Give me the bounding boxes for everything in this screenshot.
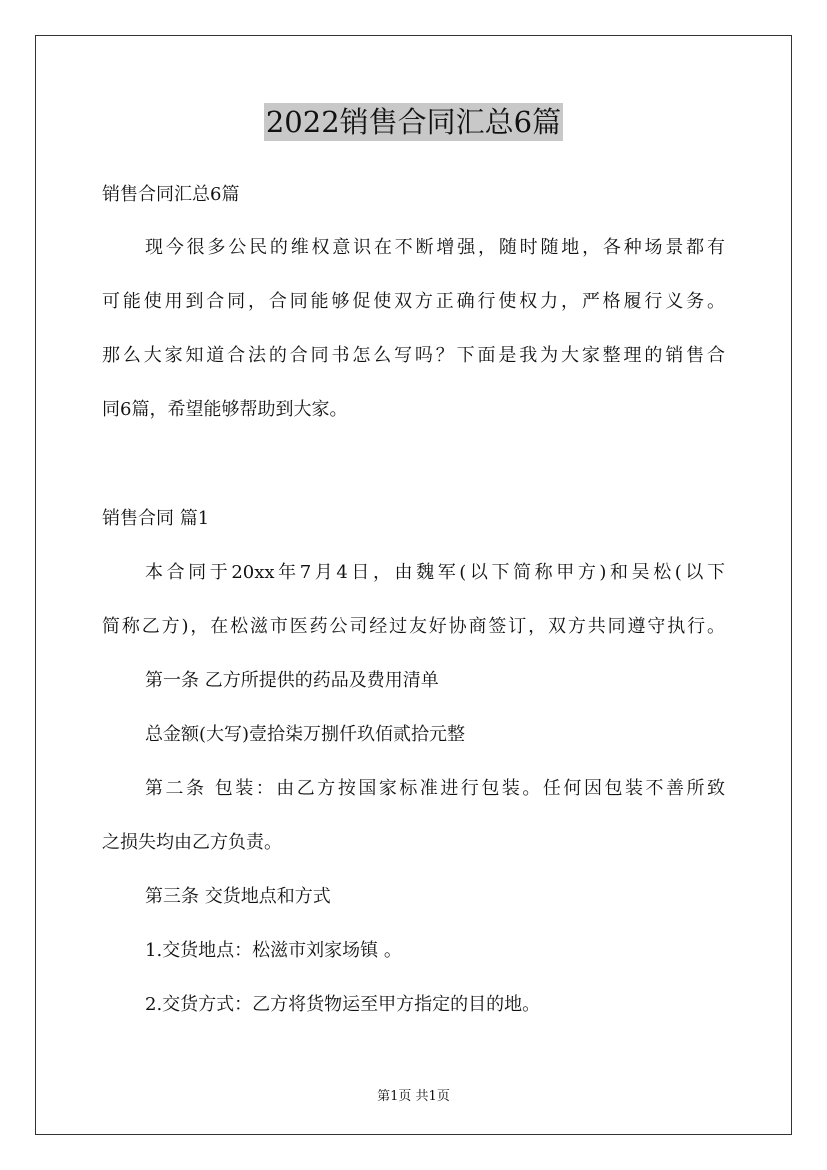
- paragraph-line: 现今很多公民的维权意识在不断增强，随时随地，各种场景都有: [145, 237, 725, 258]
- section-heading: 销售合同 篇1: [102, 508, 210, 529]
- page-footer: 第1页 共1页: [377, 1089, 450, 1104]
- list-item: 1.交货地点：松滋市刘家场镇 。: [145, 940, 402, 961]
- paragraph-line: 本合同于20xx年7月4日，由魏军(以下简称甲方)和吴松(以下: [145, 562, 725, 583]
- clause-heading: 第三条 交货地点和方式: [145, 886, 331, 907]
- paragraph-line: 总金额(大写)壹拾柒万捌仟玖佰贰拾元整: [145, 724, 466, 745]
- paragraph-line: 第二条 包装：由乙方按国家标准进行包装。任何因包装不善所致: [145, 778, 725, 799]
- clause-heading: 第一条 乙方所提供的药品及费用清单: [145, 670, 439, 691]
- paragraph-line: 简称乙方)，在松滋市医药公司经过友好协商签订，双方共同遵守执行。: [102, 616, 725, 637]
- paragraph-line: 可能使用到合同，合同能够促使双方正确行使权力，严格履行义务。: [102, 291, 725, 312]
- document-title: [0, 100, 827, 144]
- paragraph-line: 同6篇，希望能够帮助到大家。: [102, 399, 348, 420]
- paragraph-line: 那么大家知道合法的合同书怎么写吗？下面是我为大家整理的销售合: [102, 345, 725, 366]
- subtitle: 销售合同汇总6篇: [102, 184, 240, 205]
- list-item: 2.交货方式：乙方将货物运至甲方指定的目的地。: [145, 994, 541, 1015]
- paragraph-line: 之损失均由乙方负责。: [102, 832, 282, 853]
- title-text: 2022销售合同汇总6篇: [265, 105, 562, 139]
